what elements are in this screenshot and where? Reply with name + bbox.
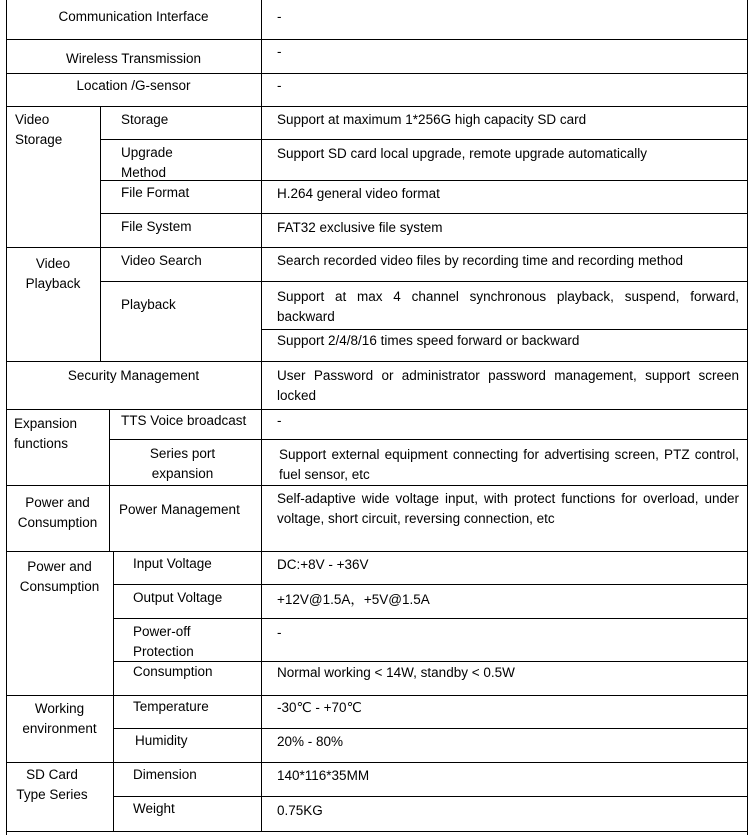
- power-management-value: Self-adaptive wide voltage input, with protect functions for overload, under voltage, short circuit, reversing connection, etc: [277, 491, 739, 526]
- upgrade-method-value: Support SD card local upgrade, remote upgrade automatically: [277, 146, 647, 161]
- playback-label: Playback: [121, 297, 176, 312]
- working-environment-group-label: Working environment: [22, 701, 97, 736]
- consumption-value: Normal working < 14W, standby < 0.5W: [277, 665, 515, 680]
- temperature-label: Temperature: [133, 699, 209, 714]
- input-voltage-value: DC:+8V - +36V: [277, 557, 369, 572]
- storage-value: Support at maximum 1*256G high capacity SD card: [277, 112, 587, 127]
- file-format-value: H.264 general video format: [277, 186, 440, 201]
- dimension-label: Dimension: [133, 767, 197, 782]
- output-voltage-value: +12V@1.5A，+5V@1.5A: [277, 592, 430, 607]
- wireless-transmission-value: -: [277, 44, 282, 59]
- weight-label: Weight: [133, 801, 175, 816]
- power-off-protection-value: -: [277, 625, 282, 640]
- upgrade-method-label: Upgrade Method: [121, 145, 173, 180]
- power-management-label: Power Management: [119, 502, 240, 517]
- playback-value-2: Support 2/4/8/16 times speed forward or backward: [277, 333, 580, 348]
- video-search-value: Search recorded video files by recording time and recording method: [277, 253, 683, 268]
- security-management-label: Security Management: [67, 368, 200, 383]
- tts-voice-broadcast-label: TTS Voice broadcast: [121, 413, 247, 428]
- humidity-label: Humidity: [135, 733, 188, 748]
- series-port-expansion-label: Series port expansion: [149, 446, 216, 481]
- series-port-expansion-value: Support external equipment connecting for advertising screen, PTZ control, fuel sensor, etc: [279, 447, 739, 482]
- security-management-value: User Password or administrator password management, support screen locked: [277, 368, 739, 403]
- expansion-functions-group-label: Expansion functions: [14, 416, 78, 451]
- storage-label: Storage: [121, 112, 169, 127]
- communication-interface-value: -: [277, 9, 282, 24]
- communication-interface-label: Communication Interface: [58, 9, 209, 24]
- location-gsensor-label: Location /G-sensor: [76, 78, 191, 93]
- consumption-label: Consumption: [133, 664, 213, 679]
- dimension-value: 140*116*35MM: [277, 768, 370, 783]
- playback-value-1: Support at max 4 channel synchronous playback, suspend, forward, backward: [277, 289, 739, 324]
- power-consumption-group-label-1: Power and Consumption: [17, 495, 98, 530]
- humidity-value: 20% - 80%: [277, 734, 344, 749]
- wireless-transmission-label: Wireless Transmission: [65, 51, 202, 66]
- power-consumption-group-label-2: Power and Consumption: [19, 559, 100, 594]
- input-voltage-label: Input Voltage: [133, 556, 212, 571]
- weight-value: 0.75KG: [277, 803, 323, 818]
- sd-card-type-series-group-label: SD Card Type Series: [16, 767, 88, 802]
- power-off-protection-label: Power-off Protection: [133, 624, 194, 659]
- file-system-value: FAT32 exclusive file system: [277, 220, 443, 235]
- file-system-label: File System: [121, 219, 192, 234]
- video-storage-group-label: Video Storage: [15, 112, 63, 147]
- video-search-label: Video Search: [121, 253, 202, 268]
- tts-voice-broadcast-value: -: [277, 413, 282, 428]
- location-gsensor-value: -: [277, 78, 282, 93]
- video-playback-group-label: Video Playback: [25, 256, 81, 291]
- file-format-label: File Format: [121, 185, 190, 200]
- output-voltage-label: Output Voltage: [133, 590, 223, 605]
- temperature-value: -30℃ - +70℃: [277, 700, 362, 715]
